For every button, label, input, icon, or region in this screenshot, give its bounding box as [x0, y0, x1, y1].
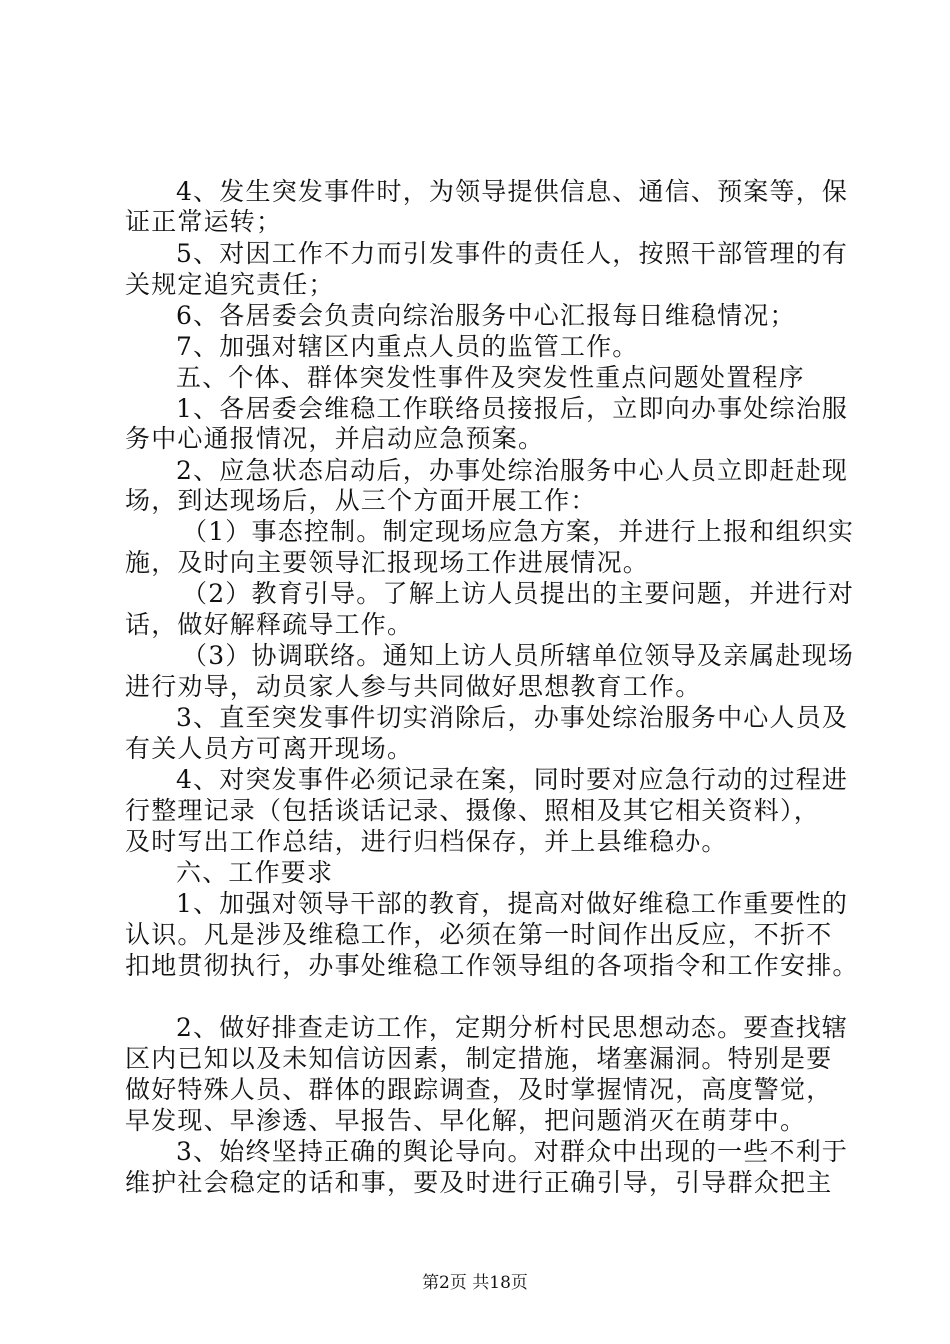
text-line: 2、做好排查走访工作，定期分析村民思想动态。要查找辖 [176, 1013, 849, 1042]
text-line: 7、加强对辖区内重点人员的监管工作。 [176, 332, 639, 361]
text-line: 关规定追究责任； [125, 270, 335, 299]
text-line: 做好特殊人员、群体的跟踪调查，及时掌握情况，高度警觉， [125, 1075, 833, 1104]
text-line: 扣地贯彻执行，办事处维稳工作领导组的各项指令和工作安排。 [125, 951, 859, 980]
page-number-footer: 第2页 共18页 [422, 1273, 528, 1293]
text-line: 务中心通报情况，并启动应急预案。 [125, 424, 545, 453]
text-line: 3、始终坚持正确的舆论导向。对群众中出现的一些不利于 [176, 1137, 849, 1166]
text-line: 1、加强对领导干部的教育，提高对做好维稳工作重要性的 [176, 889, 849, 918]
text-line: 1、各居委会维稳工作联络员接报后，立即向办事处综治服 [176, 394, 849, 423]
text-line: 维护社会稳定的话和事，要及时进行正确引导，引导群众把主 [125, 1168, 833, 1197]
text-line: 6、各居委会负责向综治服务中心汇报每日维稳情况； [176, 301, 796, 330]
text-line: （2）教育引导。了解上访人员提出的主要问题，并进行对 [182, 579, 855, 608]
section-heading: 五、个体、群体突发性事件及突发性重点问题处置程序 [176, 363, 805, 392]
text-line: 话，做好解释疏导工作。 [125, 610, 414, 639]
section-heading: 六、工作要求 [176, 858, 334, 887]
text-line: 2、应急状态启动后，办事处综治服务中心人员立即赶赴现 [176, 456, 849, 485]
text-line: 及时写出工作总结，进行归档保存，并上县维稳办。 [125, 827, 728, 856]
text-line: 有关人员方可离开现场。 [125, 734, 414, 763]
text-line: 早发现、早渗透、早报告、早化解，把问题消灭在萌芽中。 [125, 1106, 807, 1135]
text-line: 证正常运转； [125, 207, 283, 236]
text-line: 4、发生突发事件时，为领导提供信息、通信、预案等，保 [176, 177, 849, 206]
text-line: 认识。凡是涉及维稳工作，必须在第一时间作出反应，不折不 [125, 920, 833, 949]
text-line: （1）事态控制。制定现场应急方案，并进行上报和组织实 [182, 517, 855, 546]
text-line: 进行劝导，动员家人参与共同做好思想教育工作。 [125, 672, 702, 701]
text-line: （3）协调联络。通知上访人员所辖单位领导及亲属赴现场 [182, 641, 855, 670]
text-line: 4、对突发事件必须记录在案，同时要对应急行动的过程进 [176, 765, 849, 794]
text-line: 施，及时向主要领导汇报现场工作进展情况。 [125, 548, 650, 577]
text-line: 区内已知以及未知信访因素，制定措施，堵塞漏洞。特别是要 [125, 1044, 833, 1073]
text-line: 行整理记录（包括谈话记录、摄像、照相及其它相关资料）， [125, 796, 820, 825]
text-line: 3、直至突发事件切实消除后，办事处综治服务中心人员及 [176, 703, 849, 732]
text-line: 5、对因工作不力而引发事件的责任人，按照干部管理的有 [176, 239, 849, 268]
text-line: 场，到达现场后，从三个方面开展工作： [125, 486, 597, 515]
